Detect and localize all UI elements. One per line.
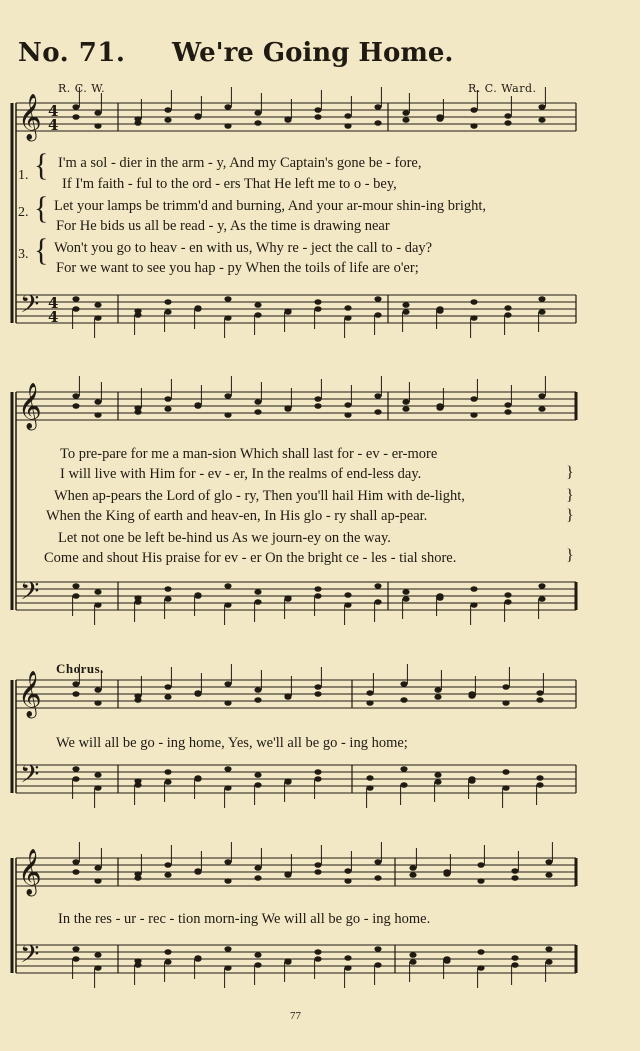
note-head bbox=[545, 859, 552, 865]
note-head bbox=[224, 412, 231, 418]
lyric-line: Come and shout His praise for ev - er On the bright ce - les - tial shore. bbox=[44, 550, 457, 566]
note-head bbox=[434, 772, 441, 778]
note-head bbox=[409, 952, 416, 958]
note-head bbox=[366, 785, 373, 791]
note-head bbox=[254, 589, 261, 595]
note-head bbox=[504, 402, 511, 408]
treble-clef: 𝄞 bbox=[18, 849, 42, 895]
note-head bbox=[344, 965, 351, 971]
lyric-line: To pre-pare for me a man-sion Which shall last for - ev - er-more bbox=[60, 446, 438, 462]
verse-number-2: 2. bbox=[18, 205, 29, 220]
note-head bbox=[511, 875, 518, 881]
note-head bbox=[134, 962, 141, 968]
note-head bbox=[254, 875, 261, 881]
note-head bbox=[94, 399, 101, 405]
note-head bbox=[374, 946, 381, 952]
note-head bbox=[374, 393, 381, 399]
note-head bbox=[511, 955, 518, 961]
note-head bbox=[164, 949, 171, 955]
bass-clef: 𝄢 bbox=[20, 577, 40, 612]
note-head bbox=[400, 681, 407, 687]
note-head bbox=[477, 878, 484, 884]
note-head bbox=[224, 123, 231, 129]
note-head bbox=[254, 409, 261, 415]
note-head bbox=[443, 956, 450, 962]
verse-number-1: 1. bbox=[18, 168, 29, 183]
brace-close: } bbox=[566, 547, 574, 564]
note-head bbox=[344, 402, 351, 408]
note-head bbox=[224, 315, 231, 321]
note-head bbox=[470, 396, 477, 402]
note-head bbox=[470, 315, 477, 321]
note-head bbox=[254, 865, 261, 871]
note-head bbox=[72, 776, 79, 782]
note-head bbox=[374, 312, 381, 318]
note-head bbox=[344, 955, 351, 961]
note-head bbox=[374, 296, 381, 302]
lyric-line: When ap-pears the Lord of glo - ry, Then you'll hail Him with de-light, bbox=[54, 488, 465, 504]
note-head bbox=[72, 691, 79, 697]
note-head bbox=[164, 396, 171, 402]
note-head bbox=[224, 785, 231, 791]
note-head bbox=[164, 586, 171, 592]
note-head bbox=[314, 869, 321, 875]
page-number: 77 bbox=[290, 1010, 301, 1022]
brace-close: } bbox=[566, 507, 574, 524]
note-head bbox=[470, 299, 477, 305]
note-head bbox=[314, 956, 321, 962]
note-head bbox=[194, 306, 201, 312]
note-head bbox=[402, 309, 409, 315]
note-head bbox=[374, 583, 381, 589]
note-head bbox=[538, 104, 545, 110]
note-head bbox=[374, 875, 381, 881]
note-head bbox=[72, 766, 79, 772]
bass-clef: 𝄢 bbox=[20, 940, 40, 975]
lyric-line: Let not one be left be-hind us As we journ-ey on the way. bbox=[58, 530, 391, 546]
lyric-line: Let your lamps be trimm'd and burning, And your ar-mour shin-ing bright, bbox=[54, 198, 487, 214]
note-head bbox=[402, 302, 409, 308]
note-head bbox=[254, 782, 261, 788]
note-head bbox=[400, 697, 407, 703]
note-head bbox=[344, 878, 351, 884]
note-head bbox=[72, 859, 79, 865]
note-head bbox=[164, 769, 171, 775]
note-head bbox=[374, 962, 381, 968]
note-head bbox=[72, 306, 79, 312]
note-head bbox=[72, 104, 79, 110]
note-head bbox=[254, 399, 261, 405]
lyric-line: I'm a sol - dier in the arm - y, And my Captain's gone be - fore, bbox=[58, 155, 422, 171]
note-head bbox=[134, 782, 141, 788]
note-head bbox=[224, 859, 231, 865]
note-head bbox=[94, 602, 101, 608]
note-head bbox=[194, 869, 201, 875]
note-head bbox=[400, 766, 407, 772]
note-head bbox=[314, 949, 321, 955]
note-head bbox=[409, 872, 416, 878]
note-head bbox=[134, 409, 141, 415]
lyric-line: I will live with Him for - ev - er, In the realms of end-less day. bbox=[60, 466, 422, 482]
note-head bbox=[94, 700, 101, 706]
note-head bbox=[402, 117, 409, 123]
note-head bbox=[374, 409, 381, 415]
note-head bbox=[477, 949, 484, 955]
note-head bbox=[402, 596, 409, 602]
note-head bbox=[164, 694, 171, 700]
verse-brace: { bbox=[34, 233, 49, 268]
note-head bbox=[94, 589, 101, 595]
note-head bbox=[402, 589, 409, 595]
note-head bbox=[284, 406, 291, 412]
note-head bbox=[468, 776, 475, 782]
note-head bbox=[502, 700, 509, 706]
note-head bbox=[511, 868, 518, 874]
note-head bbox=[538, 117, 545, 123]
note-head bbox=[72, 583, 79, 589]
note-head bbox=[504, 312, 511, 318]
note-head bbox=[374, 599, 381, 605]
note-head bbox=[284, 872, 291, 878]
note-head bbox=[344, 113, 351, 119]
note-head bbox=[470, 107, 477, 113]
note-head bbox=[164, 596, 171, 602]
note-head bbox=[477, 965, 484, 971]
note-head bbox=[94, 965, 101, 971]
note-head bbox=[94, 110, 101, 116]
note-head bbox=[314, 107, 321, 113]
note-head bbox=[134, 697, 141, 703]
bass-clef: 𝄢 bbox=[20, 290, 40, 325]
note-head bbox=[344, 412, 351, 418]
note-head bbox=[164, 299, 171, 305]
note-head bbox=[402, 399, 409, 405]
note-head bbox=[164, 872, 171, 878]
note-head bbox=[134, 875, 141, 881]
note-head bbox=[94, 315, 101, 321]
note-head bbox=[504, 592, 511, 598]
note-head bbox=[224, 296, 231, 302]
note-head bbox=[402, 406, 409, 412]
note-head bbox=[72, 946, 79, 952]
note-head bbox=[94, 412, 101, 418]
note-head bbox=[72, 869, 79, 875]
verse-brace: { bbox=[34, 191, 49, 226]
note-head bbox=[374, 104, 381, 110]
note-head bbox=[344, 315, 351, 321]
brace-close: } bbox=[566, 464, 574, 481]
note-head bbox=[314, 403, 321, 409]
chorus-label: Chorus. bbox=[56, 661, 104, 676]
note-head bbox=[134, 120, 141, 126]
note-head bbox=[314, 593, 321, 599]
note-head bbox=[254, 952, 261, 958]
note-head bbox=[164, 406, 171, 412]
treble-clef: 𝄞 bbox=[18, 383, 42, 429]
note-head bbox=[224, 393, 231, 399]
time-signature: 4 bbox=[48, 102, 59, 120]
note-head bbox=[314, 776, 321, 782]
note-head bbox=[344, 868, 351, 874]
note-head bbox=[538, 393, 545, 399]
note-head bbox=[284, 596, 291, 602]
hymn-number: No. 71. bbox=[18, 38, 126, 68]
note-head bbox=[314, 691, 321, 697]
note-head bbox=[468, 691, 475, 697]
note-head bbox=[536, 690, 543, 696]
note-head bbox=[400, 782, 407, 788]
note-head bbox=[314, 306, 321, 312]
note-head bbox=[366, 775, 373, 781]
note-head bbox=[545, 959, 552, 965]
note-head bbox=[545, 946, 552, 952]
note-head bbox=[284, 117, 291, 123]
note-head bbox=[402, 110, 409, 116]
note-head bbox=[254, 599, 261, 605]
note-head bbox=[538, 596, 545, 602]
bass-clef: 𝄢 bbox=[20, 760, 40, 795]
music-credit: R. C. Ward. bbox=[468, 82, 537, 95]
note-head bbox=[94, 687, 101, 693]
note-head bbox=[194, 691, 201, 697]
note-head bbox=[194, 114, 201, 120]
note-head bbox=[134, 312, 141, 318]
note-head bbox=[72, 681, 79, 687]
note-head bbox=[434, 779, 441, 785]
note-head bbox=[194, 956, 201, 962]
note-head bbox=[504, 409, 511, 415]
note-head bbox=[538, 309, 545, 315]
note-head bbox=[94, 123, 101, 129]
note-head bbox=[94, 865, 101, 871]
note-head bbox=[434, 694, 441, 700]
note-head bbox=[504, 599, 511, 605]
note-head bbox=[536, 697, 543, 703]
note-head bbox=[470, 412, 477, 418]
lyric-line: When the King of earth and heav-en, In His glo - ry shall ap-pear. bbox=[46, 508, 428, 524]
note-head bbox=[254, 772, 261, 778]
note-head bbox=[284, 959, 291, 965]
note-head bbox=[94, 772, 101, 778]
note-head bbox=[477, 862, 484, 868]
note-head bbox=[94, 952, 101, 958]
note-head bbox=[314, 586, 321, 592]
note-head bbox=[164, 684, 171, 690]
note-head bbox=[314, 862, 321, 868]
note-head bbox=[224, 583, 231, 589]
note-head bbox=[538, 296, 545, 302]
note-head bbox=[436, 403, 443, 409]
time-signature: 4 bbox=[48, 308, 59, 326]
treble-clef: 𝄞 bbox=[18, 671, 42, 717]
note-head bbox=[224, 602, 231, 608]
note-head bbox=[344, 592, 351, 598]
treble-clef: 𝄞 bbox=[18, 94, 42, 140]
note-head bbox=[374, 120, 381, 126]
note-head bbox=[436, 306, 443, 312]
note-head bbox=[224, 878, 231, 884]
note-head bbox=[224, 104, 231, 110]
note-head bbox=[504, 120, 511, 126]
note-head bbox=[164, 862, 171, 868]
note-head bbox=[344, 602, 351, 608]
time-signature: 4 bbox=[48, 294, 59, 312]
note-head bbox=[314, 396, 321, 402]
note-head bbox=[254, 120, 261, 126]
note-head bbox=[224, 681, 231, 687]
note-head bbox=[284, 309, 291, 315]
chorus-lyric: In the res - ur - rec - tion morn-ing We will all be go - ing home. bbox=[58, 911, 431, 927]
note-head bbox=[164, 107, 171, 113]
lyric-line: For we want to see you hap - py When the toils of life are o'er; bbox=[56, 260, 419, 276]
note-head bbox=[436, 114, 443, 120]
verse-number-3: 3. bbox=[18, 247, 29, 262]
note-head bbox=[344, 305, 351, 311]
note-head bbox=[72, 956, 79, 962]
note-head bbox=[502, 785, 509, 791]
lyric-line: If I'm faith - ful to the ord - ers That He left me to o - bey, bbox=[62, 176, 397, 192]
brace-close: } bbox=[566, 487, 574, 504]
note-head bbox=[72, 114, 79, 120]
note-head bbox=[164, 309, 171, 315]
note-head bbox=[545, 872, 552, 878]
note-head bbox=[470, 602, 477, 608]
note-head bbox=[72, 393, 79, 399]
note-head bbox=[224, 700, 231, 706]
note-head bbox=[366, 690, 373, 696]
note-head bbox=[254, 312, 261, 318]
note-head bbox=[443, 869, 450, 875]
note-head bbox=[94, 878, 101, 884]
hymn-title: We're Going Home. bbox=[172, 38, 454, 68]
note-head bbox=[194, 403, 201, 409]
note-head bbox=[224, 946, 231, 952]
note-head bbox=[134, 599, 141, 605]
note-head bbox=[502, 769, 509, 775]
note-head bbox=[224, 965, 231, 971]
note-head bbox=[72, 403, 79, 409]
note-head bbox=[314, 769, 321, 775]
note-head bbox=[314, 684, 321, 690]
note-head bbox=[164, 959, 171, 965]
note-head bbox=[344, 123, 351, 129]
note-head bbox=[72, 296, 79, 302]
note-head bbox=[470, 586, 477, 592]
note-head bbox=[194, 593, 201, 599]
note-head bbox=[536, 782, 543, 788]
lyric-line: Won't you go to heav - en with us, Why re - ject the call to - day? bbox=[54, 240, 433, 256]
note-head bbox=[511, 962, 518, 968]
note-head bbox=[284, 779, 291, 785]
note-head bbox=[536, 775, 543, 781]
note-head bbox=[436, 593, 443, 599]
note-head bbox=[254, 697, 261, 703]
note-head bbox=[366, 700, 373, 706]
note-head bbox=[314, 114, 321, 120]
note-head bbox=[254, 110, 261, 116]
note-head bbox=[94, 302, 101, 308]
note-head bbox=[164, 779, 171, 785]
verse-brace: { bbox=[34, 148, 49, 183]
note-head bbox=[94, 785, 101, 791]
time-signature: 4 bbox=[48, 116, 59, 134]
note-head bbox=[194, 776, 201, 782]
note-head bbox=[470, 123, 477, 129]
words-credit: R. C. W. bbox=[58, 82, 106, 95]
note-head bbox=[284, 694, 291, 700]
lyric-line: For He bids us all be read - y, As the time is drawing near bbox=[56, 218, 390, 234]
note-head bbox=[504, 113, 511, 119]
note-head bbox=[254, 962, 261, 968]
note-head bbox=[314, 299, 321, 305]
note-head bbox=[72, 593, 79, 599]
note-head bbox=[374, 859, 381, 865]
note-head bbox=[538, 583, 545, 589]
note-head bbox=[409, 959, 416, 965]
note-head bbox=[538, 406, 545, 412]
note-head bbox=[254, 687, 261, 693]
chorus-lyric: We will all be go - ing home, Yes, we'll all be go - ing home; bbox=[56, 735, 408, 751]
note-head bbox=[224, 766, 231, 772]
note-head bbox=[254, 302, 261, 308]
note-head bbox=[502, 684, 509, 690]
note-head bbox=[504, 305, 511, 311]
note-head bbox=[164, 117, 171, 123]
note-head bbox=[434, 687, 441, 693]
note-head bbox=[409, 865, 416, 871]
